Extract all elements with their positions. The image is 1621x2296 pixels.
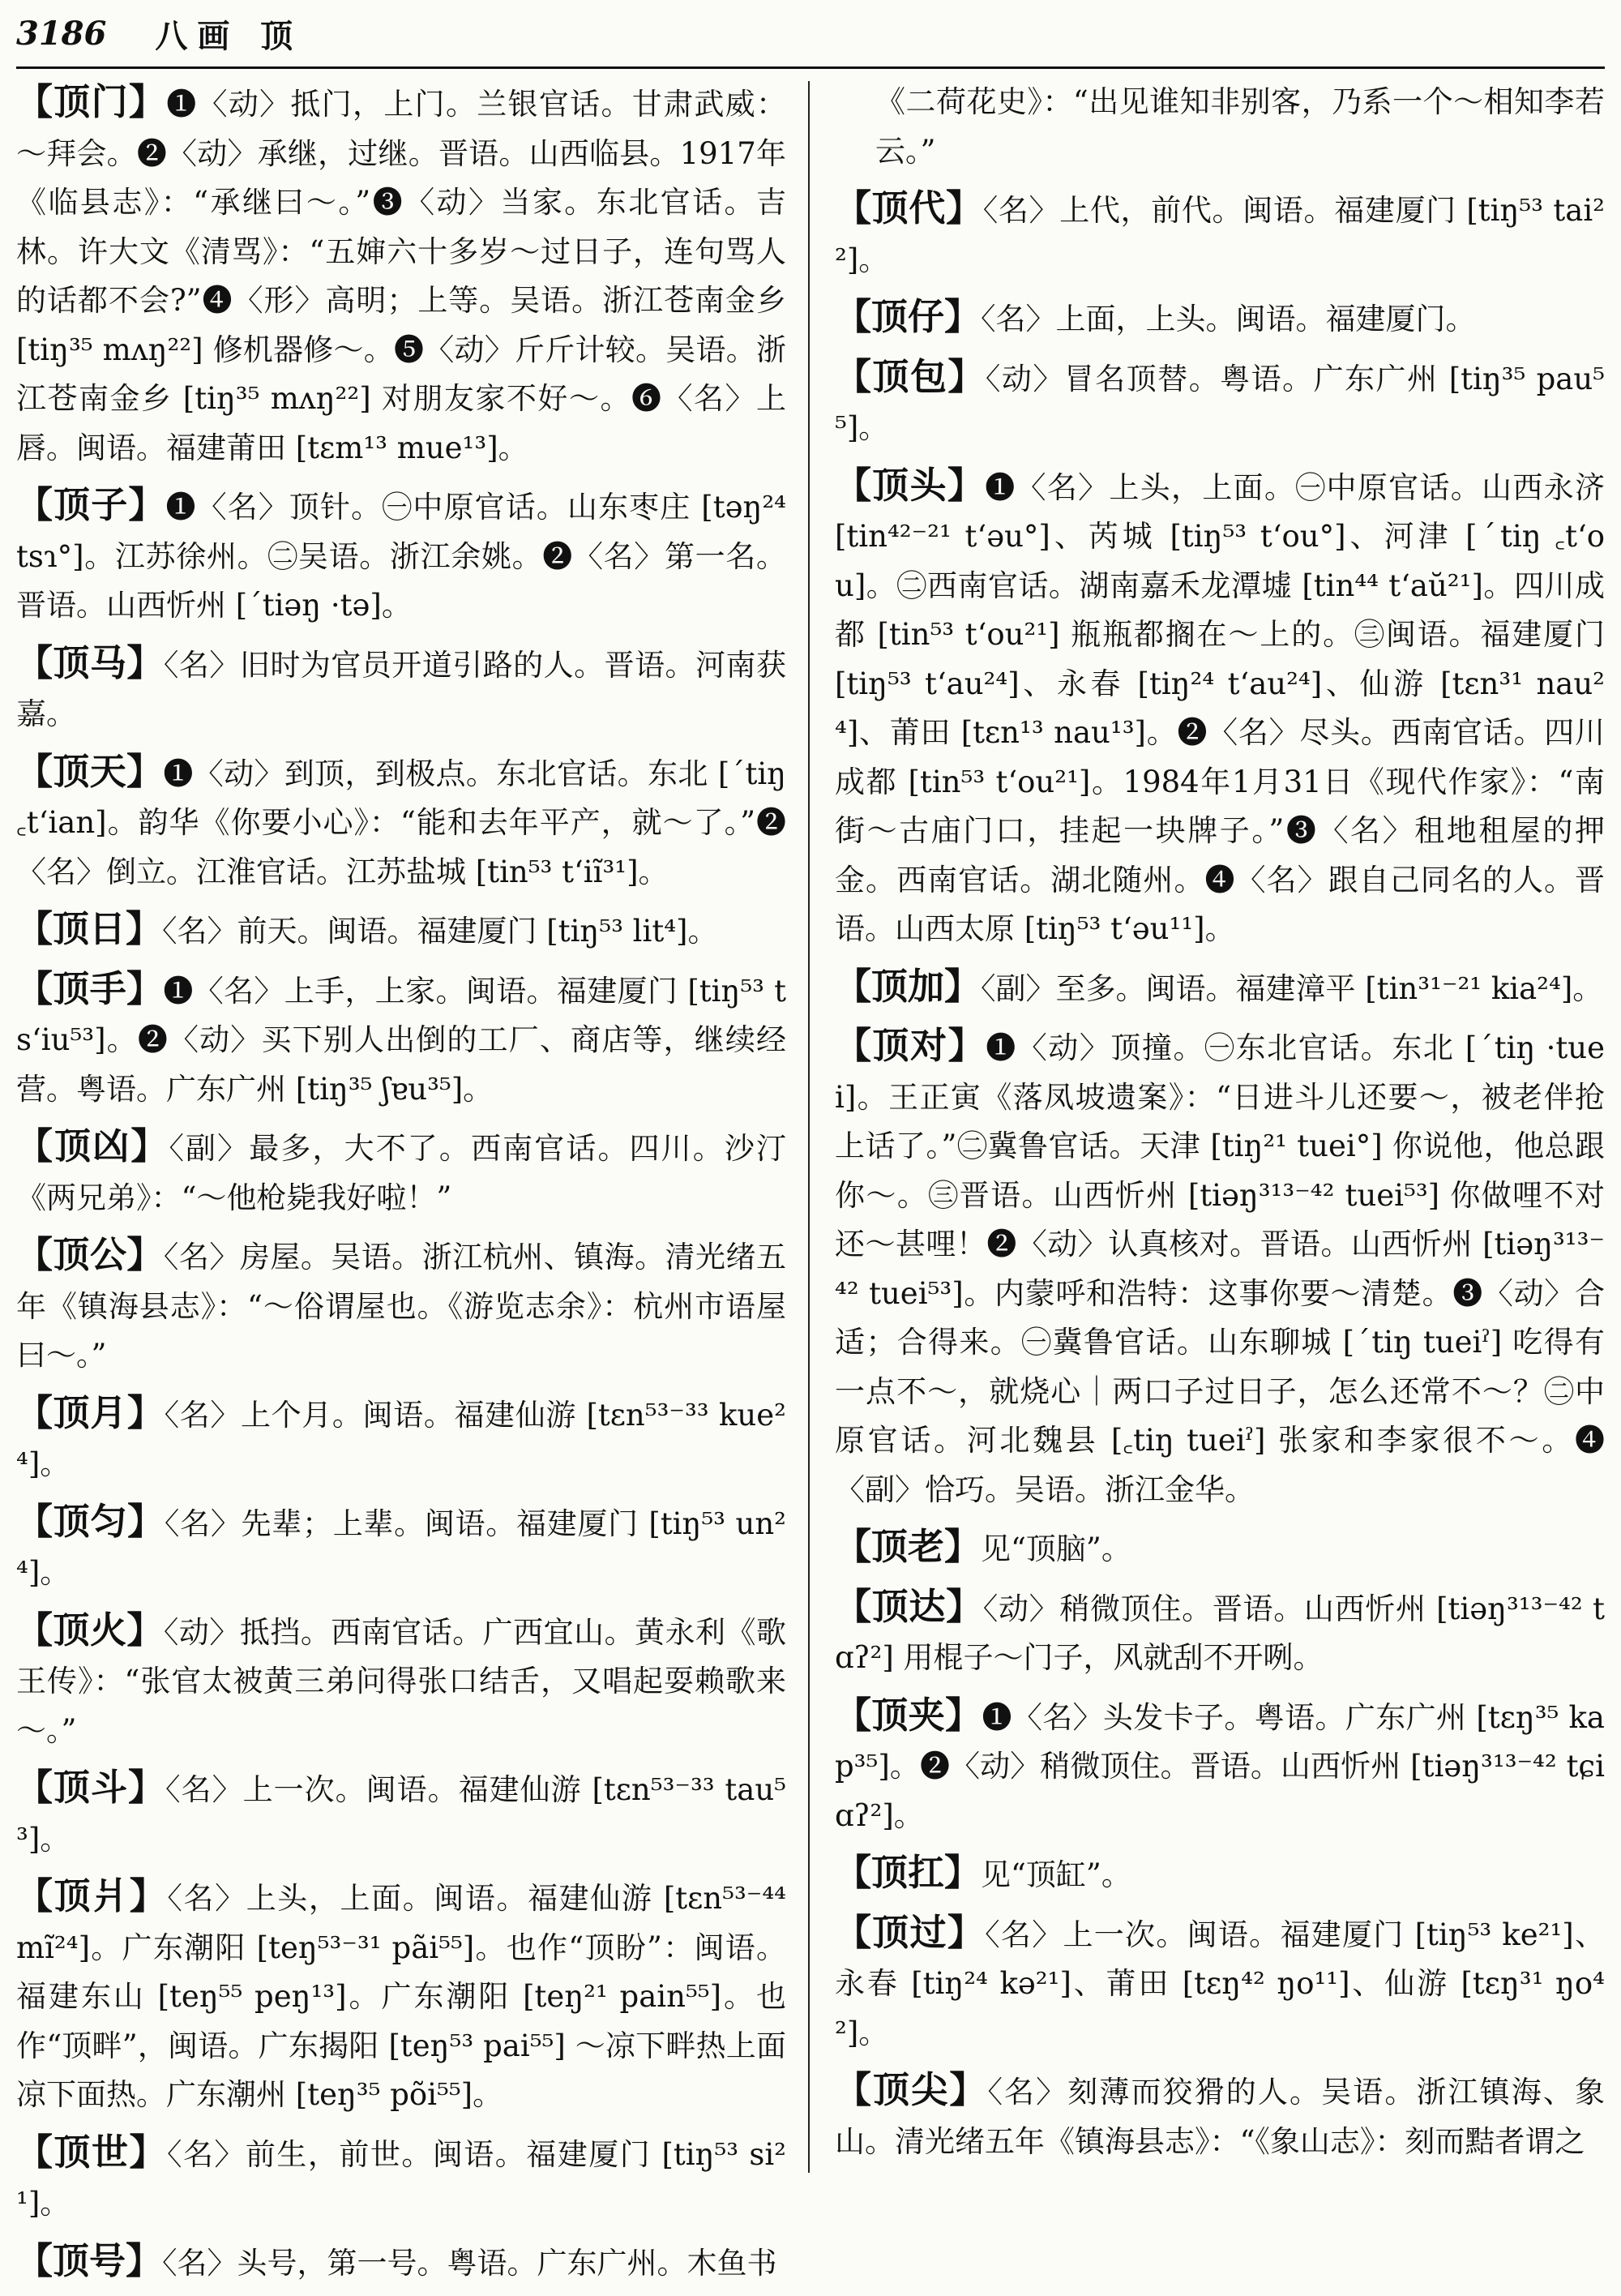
dictionary-entry <box>835 2066 1605 2166</box>
right-column <box>835 78 1605 2174</box>
entry-headword: 【顶夹】 <box>835 1693 982 1737</box>
dictionary-entry <box>835 353 1605 453</box>
dictionary-entry <box>16 639 786 739</box>
entry-headword: 【顶加】 <box>835 964 982 1008</box>
dictionary-entry <box>16 1763 786 1864</box>
entry-definition: ❶〈名〉上头，上面。㊀中原官话。山西永济 [tin⁴²⁻²¹ tʻəu°]、芮城 [tiŋ⁵³ tʻou°]、河津 [ˊtiŋ ꜀tʻou]。㊁西南官话。湖南嘉禾龙潭墟 [tin⁴⁴ tʻaŭ²¹]。四川成都 [tin⁵³ tʻou²¹] 瓶瓶都搁在～上的。㊂闽语。福建厦门 [tiŋ⁵³ tʻau²⁴]、永春 [tiŋ²⁴ tʻau²⁴]、仙游 [tɛn³¹ nau²⁴]、莆田 [tɛn¹³ nau¹³]。❷〈名〉尽头。西南官话。四川成都 [tin⁵³ tʻou²¹]。1984年1月31日《现代作家》：“南街～古庙门口，挂起一块牌子。”❸〈名〉租地租屋的押金。西南官话。湖北随州。❹〈名〉跟自己同名的人。晋语。山西太原 [tiŋ⁵³ tʻəu¹¹]。 <box>835 469 1605 946</box>
dictionary-entry <box>835 1583 1605 1683</box>
entry-headword: 【顶老】 <box>835 1525 982 1568</box>
entry-definition: ❶〈动〉抵门，上门。兰银官话。甘肃武威：～拜会。❷〈动〉承继，过继。晋语。山西临县。1917年《临县志》：“承继曰～。”❸〈动〉当家。东北官话。吉林。许大文《清骂》：“五婶六十多岁～过日子，连句骂人的话都不会?”❹〈形〉高明；上等。吴语。浙江苍南金乡 [tiŋ³⁵ mʌŋ²²] 修机器修～。❺〈动〉斤斤计较。吴语。浙江苍南金乡 [tiŋ³⁵ mʌŋ²²] 对朋友家不好～。❻〈名〉上唇。闽语。福建莆田 [tɛm¹³ mue¹³]。 <box>16 87 786 465</box>
dictionary-entry <box>835 293 1605 345</box>
dictionary-entry <box>16 2237 786 2289</box>
dictionary-entry <box>16 1872 786 2120</box>
entry-headword: 【顶扛】 <box>835 1851 982 1894</box>
dictionary-entry <box>16 1389 786 1489</box>
column-divider <box>808 81 810 2173</box>
dictionary-entry <box>835 1022 1605 1514</box>
entry-definition: 〈名〉旧时为官员开道引路的人。晋语。河南获嘉。 <box>16 647 786 731</box>
dictionary-entry <box>16 78 786 473</box>
entry-headword: 【顶代】 <box>835 186 983 229</box>
dictionary-entry <box>835 461 1605 954</box>
entry-headword: 【顶过】 <box>835 1910 986 1954</box>
entry-definition: ❶〈动〉顶撞。㊀东北官话。东北 [ˊtiŋ ·tuei]。王正寅《落凤坡遗案》：“日进斗儿还要～，被老伴抢上话了。”㊁冀鲁官话。天津 [tiŋ²¹ tuei°] 你说他，他总跟你～。㊂晋语。山西忻州 [tiəŋ³¹³⁻⁴² tuei⁵³] 你做哩不对还～甚哩！❷〈动〉认真核对。晋语。山西忻州 [tiəŋ³¹³⁻⁴² tuei⁵³]。内蒙呼和浩特：这事你要～清楚。❸〈动〉合适；合得来。㊀冀鲁官话。山东聊城 [ˊtiŋ tueiˀ] 吃得有一点不～，就烧心｜两口子过日子，怎么还常不～？㊁中原官话。河北魏县 [꜀tiŋ tueiˀ] 张家和李家很不～。❹〈副〉恰巧。吴语。浙江金华。 <box>835 1030 1605 1507</box>
entry-definition: 〈名〉上代，前代。闽语。福建厦门 [tiŋ⁵³ tai²²]。 <box>835 193 1605 277</box>
entry-headword: 【顶公】 <box>16 1233 164 1276</box>
entry-headword: 【顶天】 <box>16 749 164 793</box>
entry-definition: ❶〈名〉顶针。㊀中原官话。山东枣庄 [təŋ²⁴ tsɿ°]。江苏徐州。㊁吴语。浙江余姚。❷〈名〉第一名。晋语。山西忻州 [ˊtiəŋ ·tə]。 <box>16 490 786 623</box>
entry-headword: 【顶子】 <box>16 483 166 526</box>
dictionary-entry <box>16 1606 786 1756</box>
dictionary-entry <box>835 1908 1605 2058</box>
page-number: 3186 <box>16 14 107 53</box>
entry-headword: 【顶尖】 <box>835 2068 988 2111</box>
dictionary-entry <box>16 1231 786 1381</box>
entry-headword: 【顶手】 <box>16 966 164 1010</box>
entry-continuation: 《二荷花史》：“出见谁知非别客，乃系一个～相知李若云。” <box>875 84 1605 169</box>
entry-headword: 【顶马】 <box>16 640 164 684</box>
entry-definition: 〈副〉至多。闽语。福建漳平 [tin³¹⁻²¹ kia²⁴]。 <box>981 970 1603 1006</box>
page-header <box>16 5 1605 62</box>
section-title: 八画 顶 <box>155 17 303 55</box>
entry-definition: 〈名〉上个月。闽语。福建仙游 [tɛn⁵³⁻³³ kue²⁴]。 <box>16 1397 786 1481</box>
dictionary-entry <box>16 747 786 897</box>
entry-headword: 【顶达】 <box>835 1584 983 1628</box>
entry-definition: 〈动〉稍微顶住。晋语。山西忻州 [tiəŋ³¹³⁻⁴² tɑʔ²] 用棍子～门子，风就刮不开咧。 <box>835 1591 1605 1675</box>
entry-headword: 【顶斗】 <box>16 1766 166 1809</box>
entry-headword: 【顶火】 <box>16 1608 164 1651</box>
entry-definition: ❶〈动〉到顶，到极点。东北官话。东北 [ˊtiŋ ꜀tʻian]。韵华《你要小心》：“能和去年平产，就～了。”❷〈名〉倒立。江淮官话。江苏盐城 [tin⁵³ tʻiĩ³¹]。 <box>16 756 786 889</box>
dictionary-entry <box>16 905 786 957</box>
entry-headword: 【顶门】 <box>16 80 167 123</box>
dictionary-entry <box>16 965 786 1115</box>
entry-headword: 【顶号】 <box>16 2238 163 2282</box>
entry-definition: 〈名〉上一次。闽语。福建仙游 [tɛn⁵³⁻³³ tau⁵³]。 <box>16 1772 786 1857</box>
entry-definition: 〈名〉头号，第一号。粤语。广东广州。木鱼书 <box>162 2245 777 2281</box>
dictionary-entry <box>835 1691 1605 1841</box>
dictionary-entry <box>16 2128 786 2229</box>
dictionary-entry <box>835 184 1605 285</box>
dictionary-entry <box>16 481 786 631</box>
entry-definition: 〈名〉先辈；上辈。闽语。福建厦门 [tiŋ⁵³ un²⁴]。 <box>16 1506 786 1590</box>
dictionary-entry <box>835 1523 1605 1574</box>
entry-headword: 【顶包】 <box>835 354 986 398</box>
left-column <box>16 78 786 2296</box>
dictionary-entry <box>835 1848 1605 1900</box>
entry-headword: 【顶日】 <box>16 907 163 950</box>
entry-definition: 〈副〉最多，大不了。西南官话。四川。沙汀《两兄弟》：“～他枪毙我好啦！” <box>16 1131 786 1215</box>
entry-headword: 【顶对】 <box>835 1024 986 1067</box>
entry-definition: 〈动〉冒名顶替。粤语。广东广州 [tiŋ³⁵ pau⁵⁵]。 <box>835 361 1605 445</box>
entry-definition: ❶〈名〉头发卡子。粤语。广东广州 [tɛŋ³⁵ kap³⁵]。❷〈动〉稍微顶住。晋语。山西忻州 [tiəŋ³¹³⁻⁴² tɕiɑʔ²]。 <box>835 1699 1605 1833</box>
entry-headword: 【顶匀】 <box>16 1499 165 1543</box>
dictionary-entry <box>16 1122 786 1223</box>
entry-headword: 【顶月】 <box>16 1390 165 1434</box>
entry-definition: 〈名〉上头，上面。闽语。福建仙游 [tɛn⁵³⁻⁴⁴ mĩ²⁴]。广东潮阳 [teŋ⁵³⁻³¹ pãi⁵⁵]。也作“顶盼”：闽语。福建东山 [teŋ⁵⁵ peŋ¹³]。广东潮阳 [teŋ²¹ pain⁵⁵]。也作“顶畔”，闽语。广东揭阳 [teŋ⁵³ pai⁵⁵] ～凉下畔热上面凉下面热。广东潮州 [teŋ³⁵ põi⁵⁵]。 <box>16 1881 786 2112</box>
entry-definition: 见“顶缸”。 <box>981 1857 1131 1892</box>
entry-definition: 〈名〉上一次。闽语。福建厦门 [tiŋ⁵³ ke²¹]、永春 [tiŋ²⁴ kə²¹]、莆田 [tɛŋ⁴² ŋo¹¹]、仙游 [tɛŋ³¹ ŋo⁴²]。 <box>835 1917 1605 2050</box>
entry-definition: 见“顶脑”。 <box>981 1531 1131 1566</box>
entry-headword: 【顶头】 <box>835 463 986 507</box>
entry-definition: 〈名〉房屋。吴语。浙江杭州、镇海。清光绪五年《镇海县志》：“～俗谓屋也。《游览志余》：杭州市语屋曰～。” <box>16 1240 786 1373</box>
entry-headword: 【顶世】 <box>16 2130 167 2174</box>
entry-definition: 〈名〉前天。闽语。福建厦门 [tiŋ⁵³ lit⁴]。 <box>162 914 718 949</box>
entry-definition: 〈名〉前生，前世。闽语。福建厦门 [tiŋ⁵³ si²¹]。 <box>16 2136 786 2221</box>
entry-definition: 〈名〉刻薄而狡猾的人。吴语。浙江镇海、象山。清光绪五年《镇海县志》：“《象山志》：刻而黠者谓之 <box>835 2075 1605 2159</box>
entry-definition: 〈动〉抵挡。西南官话。广西宜山。黄永利《歌王传》：“张官太被黄三弟问得张口结舌，又唱起耍赖歌来～。” <box>16 1614 786 1748</box>
dictionary-entry <box>16 1497 786 1598</box>
entry-headword: 【顶仔】 <box>835 295 982 338</box>
header-rule <box>16 66 1605 69</box>
entry-definition: ❶〈名〉上手，上家。闽语。福建厦门 [tiŋ⁵³ tsʻiu⁵³]。❷〈动〉买下别人出倒的工厂、商店等，继续经营。粤语。广东广州 [tiŋ³⁵ ʃɐu³⁵]。 <box>16 973 786 1107</box>
dictionary-entry <box>835 962 1605 1014</box>
entry-definition: 〈名〉上面，上头。闽语。福建厦门。 <box>981 302 1476 336</box>
entry-headword: 【顶爿】 <box>16 1874 168 1917</box>
entry-headword: 【顶凶】 <box>16 1124 169 1167</box>
